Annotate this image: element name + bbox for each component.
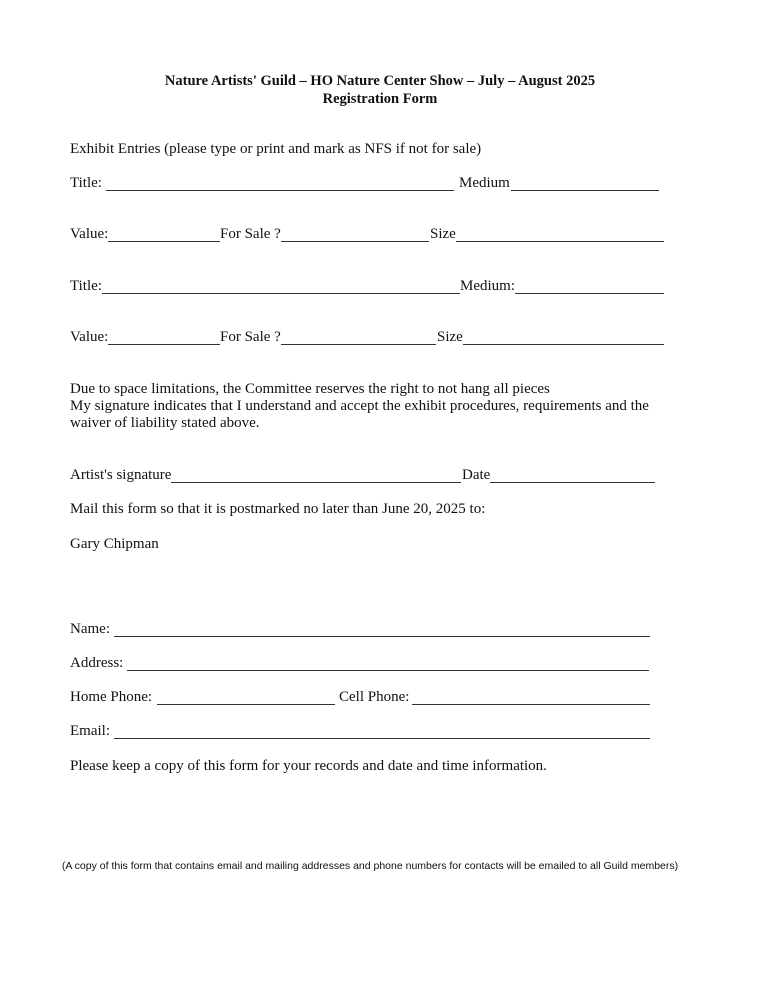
entry2-medium-field[interactable] bbox=[515, 293, 664, 294]
entry1-size-label: Size bbox=[430, 226, 456, 242]
name-field[interactable] bbox=[114, 636, 650, 637]
entry1-title-label: Title: bbox=[70, 175, 102, 191]
notice-line-2: My signature indicates that I understand and accept the exhibit procedures, requirements and the bbox=[70, 398, 649, 414]
entry2-for-sale-field[interactable] bbox=[281, 344, 436, 345]
home-phone-field[interactable] bbox=[157, 704, 335, 705]
entry2-medium-label: Medium: bbox=[460, 278, 515, 294]
email-field[interactable] bbox=[114, 738, 650, 739]
entry1-value-label: Value: bbox=[70, 226, 109, 242]
mail-recipient: Gary Chipman bbox=[70, 536, 159, 552]
entry1-for-sale-label: For Sale ? bbox=[220, 226, 281, 242]
entry2-for-sale-label: For Sale ? bbox=[220, 329, 281, 345]
address-field[interactable] bbox=[127, 670, 649, 671]
keep-copy-note: Please keep a copy of this form for your records and date and time information. bbox=[70, 758, 547, 774]
entry1-medium-label: Medium bbox=[459, 175, 510, 191]
entry1-for-sale-field[interactable] bbox=[281, 241, 429, 242]
entry2-title-field[interactable] bbox=[102, 293, 460, 294]
notice-line-3: waiver of liability stated above. bbox=[70, 415, 260, 431]
form-title: Nature Artists' Guild – HO Nature Center Show – July – August 2025 bbox=[164, 73, 596, 89]
mail-instruction: Mail this form so that it is postmarked no later than June 20, 2025 to: bbox=[70, 501, 486, 517]
name-label: Name: bbox=[70, 621, 110, 637]
home-phone-label: Home Phone: bbox=[70, 689, 153, 705]
cell-phone-label: Cell Phone: bbox=[339, 689, 410, 705]
instructions: Exhibit Entries (please type or print and mark as NFS if not for sale) bbox=[70, 141, 482, 157]
signature-label: Artist's signature bbox=[70, 467, 172, 483]
entry1-medium-field[interactable] bbox=[511, 190, 659, 191]
entry1-value-field[interactable] bbox=[108, 241, 220, 242]
entry2-value-label: Value: bbox=[70, 329, 109, 345]
address-label: Address: bbox=[70, 655, 124, 671]
entry2-size-field[interactable] bbox=[463, 344, 664, 345]
entry2-size-label: Size bbox=[437, 329, 463, 345]
entry2-title-label: Title: bbox=[70, 278, 102, 294]
form-subtitle: Registration Form bbox=[322, 91, 438, 107]
email-label: Email: bbox=[70, 723, 110, 739]
entry2-value-field[interactable] bbox=[108, 344, 220, 345]
signature-field[interactable] bbox=[171, 482, 461, 483]
footer-note: (A copy of this form that contains email and mailing addresses and phone numbers for contacts will be emailed to all Guild members) bbox=[61, 860, 679, 872]
date-field[interactable] bbox=[490, 482, 655, 483]
notice-line-1: Due to space limitations, the Committee reserves the right to not hang all pieces bbox=[70, 381, 550, 397]
entry1-size-field[interactable] bbox=[456, 241, 664, 242]
entry1-title-field[interactable] bbox=[106, 190, 454, 191]
cell-phone-field[interactable] bbox=[412, 704, 650, 705]
date-label: Date bbox=[462, 467, 491, 483]
